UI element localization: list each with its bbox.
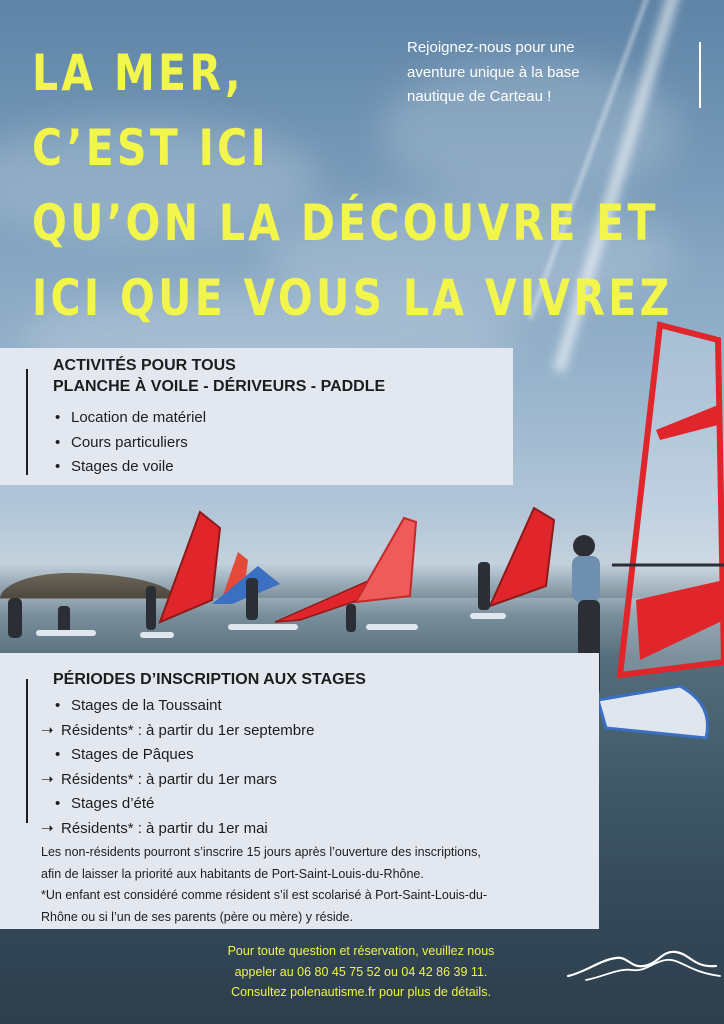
note-line: Rhône ou si l’un de ses parents (père ou mère) y réside. [41,909,353,924]
contact-info [180,941,542,1003]
periods-title: PÉRIODES D’INSCRIPTION AUX STAGES [53,671,366,688]
contact-line: Pour toute question et réservation, veuillez nous [227,944,495,958]
headline-line: LA MER, [32,44,244,102]
headline-line: C’EST ICI [32,119,270,177]
intro-line: Rejoignez-nous pour une [407,39,575,56]
list-item [41,817,314,842]
note-line: afin de laisser la priorité aux habitants de Port-Saint-Louis-du-Rhône. [41,866,424,881]
list-item: • Stages de voile [53,455,206,480]
activities-title [53,355,385,397]
wave-logo-icon [566,942,722,982]
list-item: • Location de matériel [53,406,206,431]
activities-title-line: ACTIVITÉS POUR TOUS [53,357,236,374]
periods-panel [0,653,599,929]
residents-date: Résidents* : à partir du 1er septembre [61,721,315,739]
intro-text [407,36,677,110]
intro-line: nautique de Carteau ! [407,88,552,105]
contact-line: appeler au 06 80 45 75 52 ou 04 42 86 39 11. [234,964,488,979]
intro-line: aventure unique à la base [407,63,580,81]
note-line: Les non-résidents pourront s’inscrire 15 jours après l’ouverture des inscriptions, [41,845,481,859]
headline-line: ICI QUE VOUS LA VIVREZ [32,269,673,327]
arrow-icon: ➝ [41,721,54,739]
list-item: • Cours particuliers [53,431,206,456]
activities-title-line: PLANCHE À VOILE - DÉRIVEURS - PADDLE [53,378,386,395]
panel-accent-bar [26,369,28,475]
intro-divider [699,42,701,108]
residents-date: Résidents* : à partir du 1er mars [61,770,277,788]
contact-line: Consultez polenautisme.fr pour plus de détails. [231,985,491,999]
activities-list [53,406,206,480]
list-item: • Stages de la Toussaint [41,694,314,719]
headline-line: QU’ON LA DÉCOUVRE ET [32,194,659,252]
list-item: • Stages d’été [41,792,314,817]
note-line: *Un enfant est considéré comme résident s’il est scolarisé à Port-Saint-Louis-du- [41,888,488,902]
list-item: • Stages de Pâques [41,743,314,768]
residents-date: Résidents* : à partir du 1er mai [61,819,268,837]
arrow-icon: ➝ [41,819,54,837]
list-item [41,719,314,744]
periods-note [41,842,487,928]
panel-accent-bar [26,679,28,823]
periods-list [41,694,314,841]
list-item [41,768,314,793]
arrow-icon: ➝ [41,770,54,788]
activities-panel [0,348,513,485]
